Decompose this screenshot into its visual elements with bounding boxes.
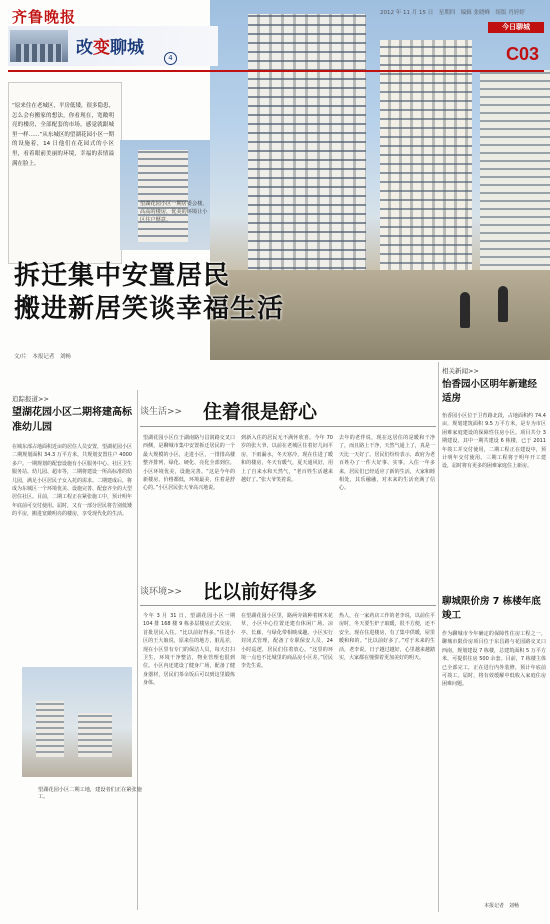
page-code: C03 (506, 44, 540, 64)
tower-building (248, 14, 366, 276)
main-headline (14, 260, 284, 326)
right-article-body-2: 作为聊城市今年确定的保障性住房工程之一，聊城市限价房项目位于东昌路与花园路交叉口西南，规划建设 7 栋楼，总建筑面积 5 万平方米，可提供住房 500 余套。目前，7 栋楼主体已全部完工，正在进行内外装修，预计年底前可竣工。届时，将有效缓解中低收入家庭住房困难问题。 (442, 631, 546, 688)
tower-building (380, 40, 472, 280)
section2-col1: 今年 3 月 31 日，望湖花园小区一期 104 排 168 楼 9 栋多层楼房正式交房，首批居民入住。“比以前好得多。”住进小区的王大娘说，原来住的地方，脏乱差，现在小区里有专门的保洁人员，每天打扫卫生，环境干净整洁，物业管理也很到位。小区内还建设了健身广场，配备了健身器材，居民们茶余饭后可以到这里锻炼身体。 (143, 613, 235, 687)
byline: 文/片 本报记者 刘畅 (14, 354, 71, 360)
section1-col3: 去年的老伴说，现在这居住的是暖和干净了，而且路上干净，天然气通上了，真是一天比一天好了。居民们纷纷表示，政府为老百姓办了一件大好事、实事。入住一年多来，居民们已经适应了新的生活，大家和睦相处，其乐融融，对未来的生活充满了信心。 (339, 435, 435, 492)
column-number-badge: 4 (164, 52, 177, 65)
section1-col1: 望湖花园小区位于湖南路与昌润路交叉口西侧，是聊城市集中安置拆迁居民的一个最大规模的小区，走进小区，一排排高楼整齐排列，绿化、硬化、亮化全部到位，小区环境优美，设施完善。“这是今年的新楼房，价格都低，环境最美，住着是舒心的。”小区居民张大爷高兴地说。 (143, 435, 235, 492)
column-divider (438, 362, 439, 912)
section2-title: 比以前好得多 (203, 581, 318, 603)
pedestrian-figure (498, 286, 508, 322)
tower-building (480, 70, 550, 280)
section2-rule (140, 605, 436, 606)
photo-residence-building (120, 140, 210, 250)
masthead-rule (8, 70, 544, 72)
right-article-title-2: 聊城限价房 7 栋楼年底竣工 (442, 596, 541, 621)
left-article-title: 望湖花园小区二期将建高标准幼儿园 (12, 407, 132, 433)
headline-line-2: 搬进新居笑谈幸福生活 (14, 294, 285, 324)
photo-construction-site (22, 667, 132, 777)
column-title: 改变聊城 (76, 38, 144, 58)
section1-col2: 到新入住的居民无不满怀欣喜。今年 70 岁的张大爷，以前在老城区住着好几间平房，下雨漏水，冬天寒冷，现在住进了暖和的楼房，冬天有暖气，夏天通风好，用上了自来水和天然气，“老百姓生活越来越好了。”张大爷笑着说。 (241, 435, 333, 484)
column-divider (137, 390, 138, 910)
right-kicker: 相关新闻>> (442, 367, 479, 375)
reporter-credit: 本报记者 刘畅 (484, 903, 520, 909)
section1-rule (140, 426, 436, 427)
headline-line-1: 拆迁集中安置居民 (14, 261, 231, 291)
right-article-body-1: 怡香园小区位于卫育路北段，占地面积约 74.4 亩，规划建筑面积 9.5 万平方米，是专为市区困难家庭建设的保障性住房小区。项目共分 3 期建设，其中一期共建设 6 栋楼，已于 2011 年竣工并交付使用，二期工程正在建设中，预计明年交付使用。三期工程将于明年开工建设，届时将有更多的困难家庭住上新房。 (442, 413, 546, 470)
section2-kicker: 谈环境>> (140, 587, 183, 597)
newspaper-logo: 齐鲁晚报 (12, 8, 77, 26)
lead-paragraph: “原来住在老城区，平房低矮，很多隐患，怎么会有搬家的想法，你看现在，宽敞明亮的楼房，全部配套的市场，感觉就跟城里一样……”从东城区的望湖花园小区一期的设施着，14 日他们在花园式的小区里，看着眼前美丽的环境，幸福的表情溢满在脸上。 (12, 103, 114, 167)
left-article-body: 在城东部占地面积近亩的居住人员安置，望湖花园小区二期规划面积 34.3 万平方米，共规划安置住户 4000 多户。一期规划的配套设施有小区服务中心、社区卫生服务站、幼儿园、超市等，二期将建设一所高标准的幼儿园，满足小区居民子女入托的需求。二期建成后，将成为东城区一个环境优美、设施完善、配套齐全的大型居住社区。目前，二期工程正在紧张施工中，预计明年年底前可交付使用。届时，又有一部分居民将告别低矮的平房，搬进宽敞明亮的楼房，享受现代化的生活。 (12, 444, 132, 518)
section2-col3: 热人，在一家药店工作的老李说，以前住平房时，冬天要生炉子取暖，很不方便，还不安全。现在住进楼房，有了集中供暖，屋里暖和和的。“比以前好多了。”对于未来的生活，老李说，日子越过越好，心里越来越踏实，大家都在憧憬着更加美好的明天。 (339, 613, 435, 662)
city-skyline-icon (10, 30, 68, 62)
section2-col2: 在望湖花园小区里，路两旁栽种着树木花草，小区中心位置还建有休闲广场、凉亭、长廊，与绿化带相映成趣。小区实行封闭式管理，配备了专职保安人员，24 小时巡逻，居民们住着放心。“这里的环境一点也不比城里的商品房小区差。”居民李先生说。 (241, 613, 333, 670)
section1-title: 住着很是舒心 (203, 401, 318, 423)
left-kicker: 追踪报道>> (12, 395, 49, 403)
photo-caption: 望湖花园小区一期居委会楼，高高的楼房，优美的环境让小区住户惬意。 (140, 201, 208, 223)
section1-kicker: 谈生活>> (140, 407, 183, 417)
right-article-title-1: 怡香园小区明年新建经适房 (442, 379, 538, 404)
photo-caption: 望湖花园小区二期工地，建设者们正在紧张施工。 (38, 787, 142, 800)
section-tag: 今日聊城 (488, 22, 544, 33)
pedestrian-figure (460, 292, 470, 328)
date-editor-line: 2012 年 11 月 15 日 星期四 编辑 张晓峰 组版 肖婷婷 (380, 10, 525, 16)
